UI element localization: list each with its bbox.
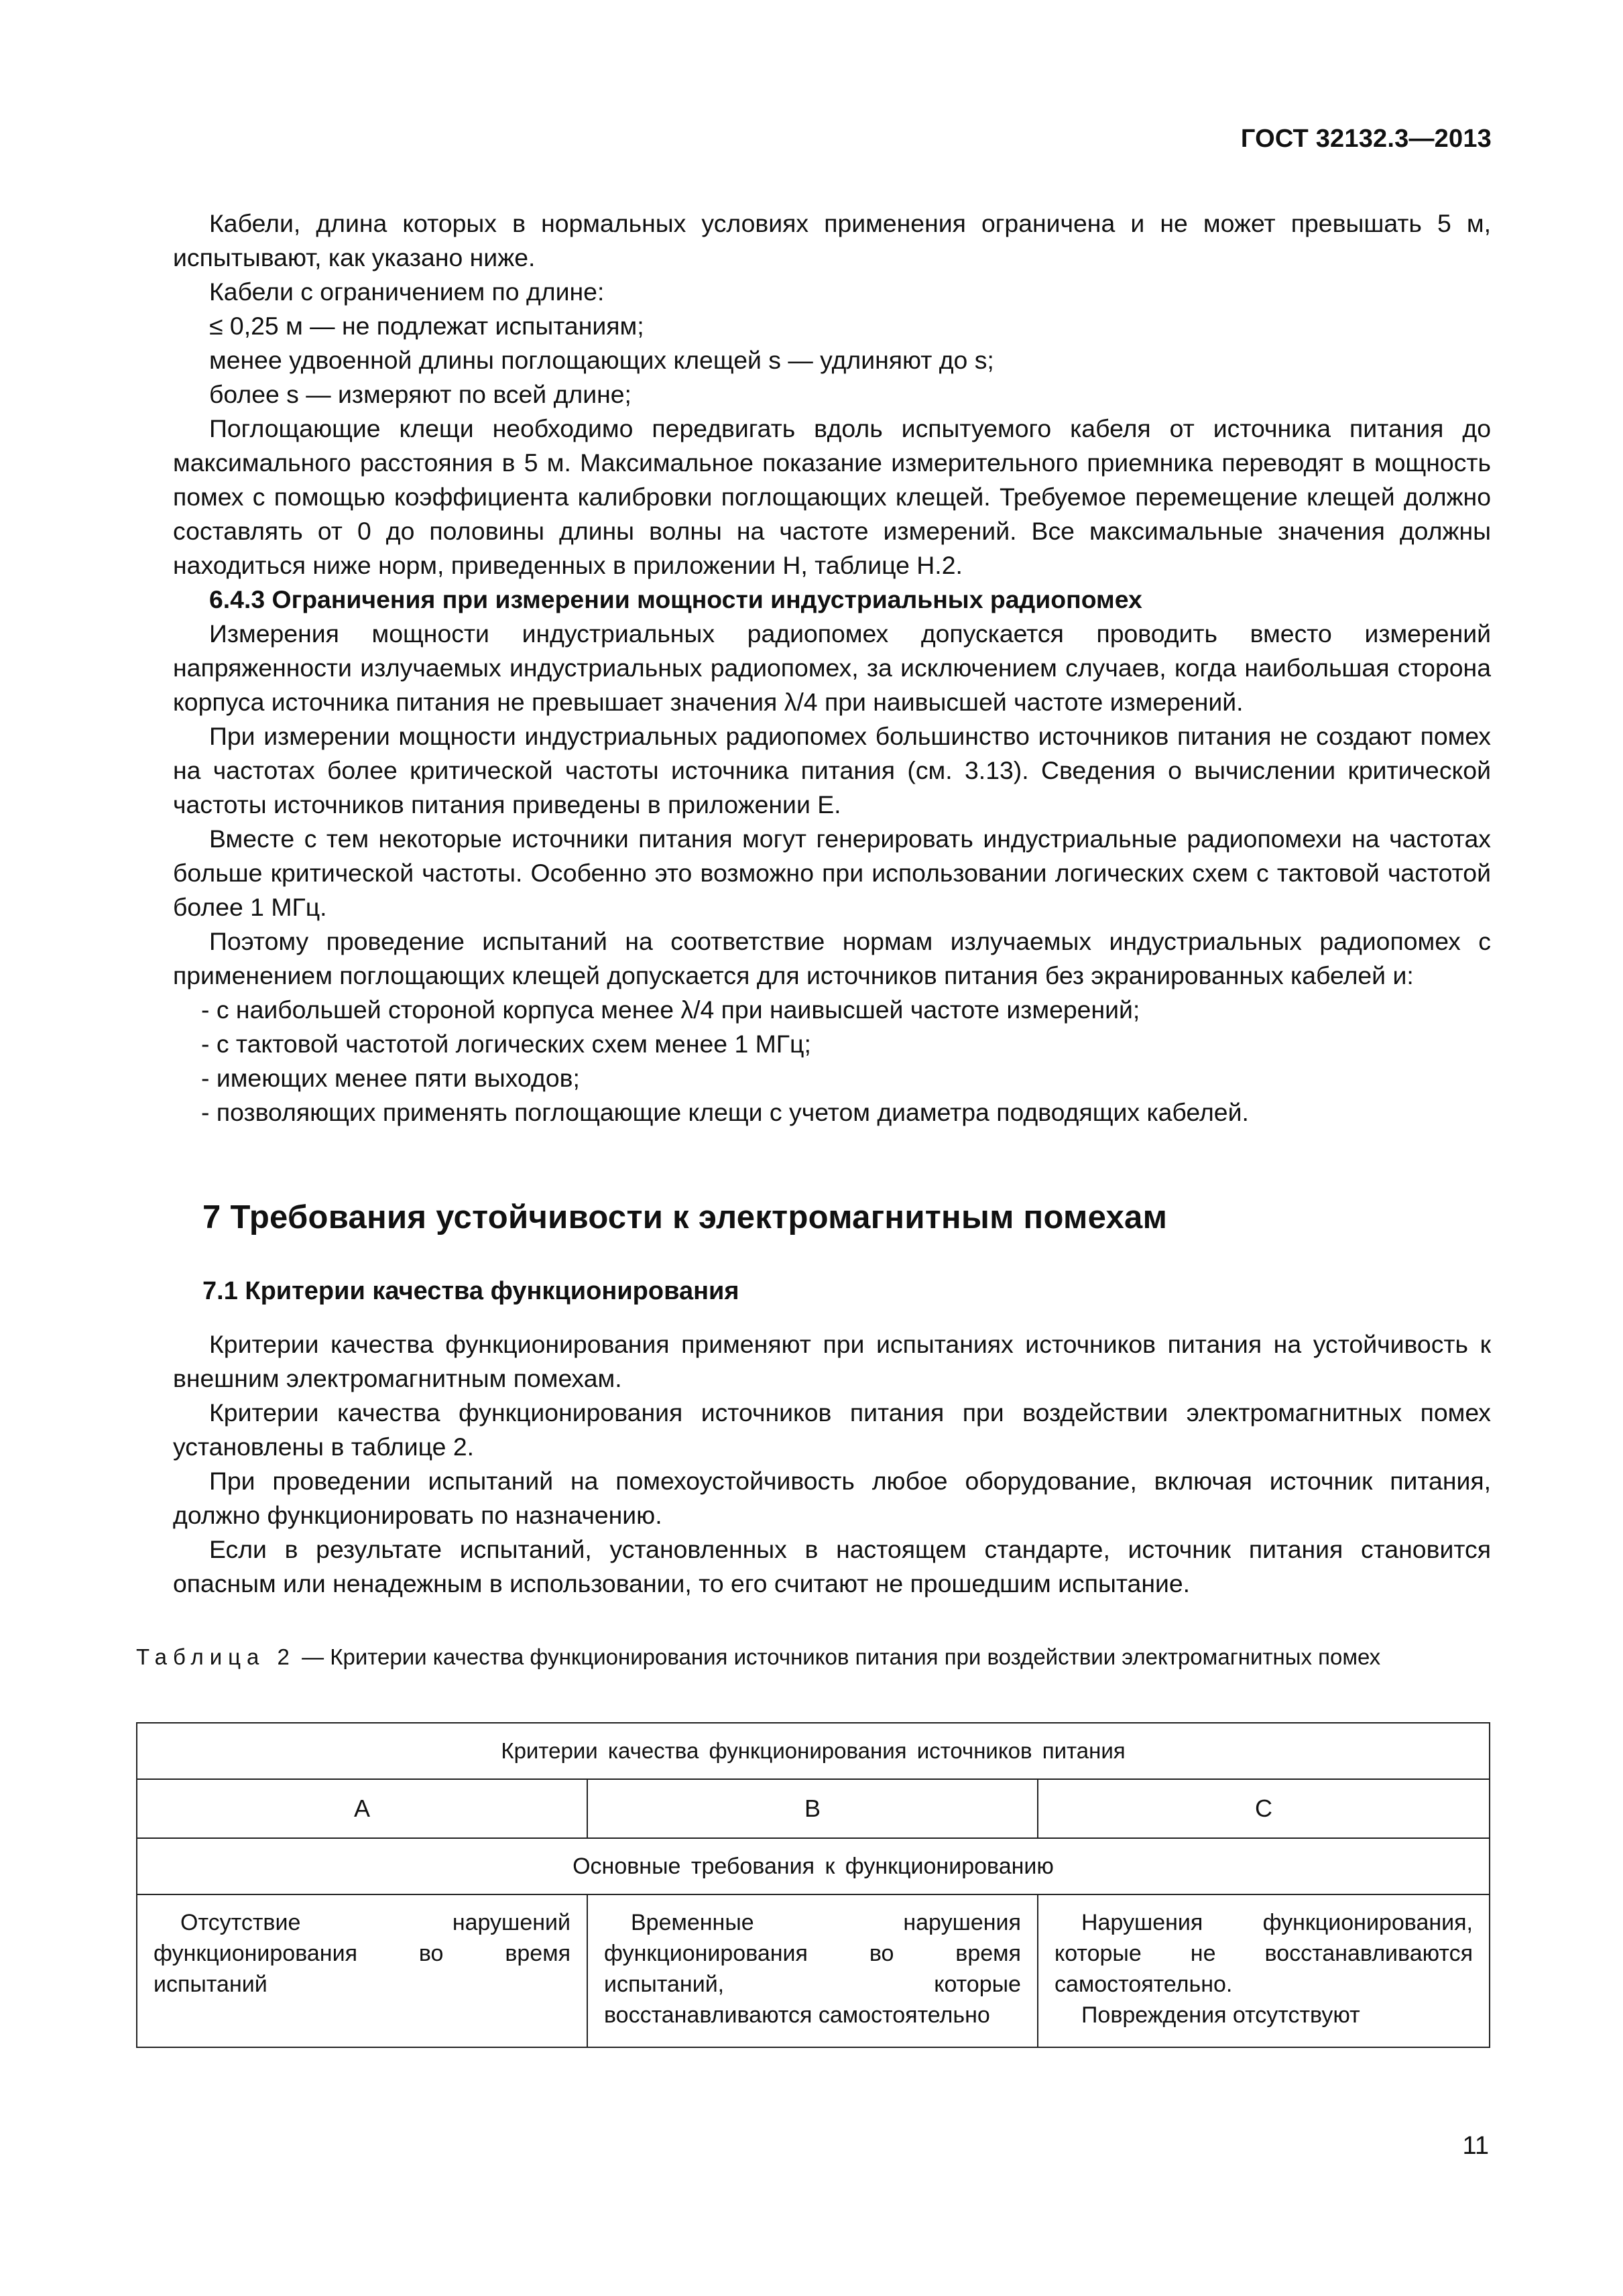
- body-part-1: [173, 206, 1491, 1130]
- list-item: - с наибольшей стороной корпуса менее λ/4 при наивысшей частоте измерений;: [201, 995, 1140, 1024]
- column-header-a: A: [137, 1779, 587, 1838]
- table-caption: [136, 1642, 1490, 1673]
- document-code: ГОСТ 32132.3—2013: [1240, 125, 1492, 153]
- table-cell-a: [137, 1894, 587, 2047]
- table-section-row: Основные требования к функционированию: [137, 1838, 1490, 1894]
- cell-text: Повреждения отсутствуют: [1081, 2002, 1360, 2028]
- paragraph: ≤ 0,25 м — не подлежат испытаниям;: [209, 312, 644, 340]
- paragraph: Если в результате испытаний, установленных в настоящем стандарте, источник питания становится опасным или ненадежным в использовании, то его считают не прошедшим испытание.: [173, 1535, 1491, 1597]
- paragraph: Поэтому проведение испытаний на соответствие нормам излучаемых индустриальных радиопомех с применением поглощающих клещей допускается для источников питания без экранированных кабелей и:: [173, 927, 1491, 989]
- paragraph: Критерии качества функционирования применяют при испытаниях источников питания на устойчивость к внешним электромагнитным помехам.: [173, 1330, 1491, 1392]
- column-header-b: B: [587, 1779, 1038, 1838]
- paragraph: Кабели, длина которых в нормальных условиях применения ограничена и не может превышать 5 м, испытывают, как указано ниже.: [173, 209, 1491, 271]
- page-number: 11: [1462, 2132, 1489, 2160]
- table-cell-b: [587, 1894, 1038, 2047]
- paragraph: Кабели с ограничением по длине:: [209, 278, 605, 306]
- paragraph: Критерии качества функционирования источников питания при воздействии электромагнитных помех установлены в таблице 2.: [173, 1398, 1491, 1461]
- table-cell-c: [1038, 1894, 1490, 2047]
- table-title-row: Критерии качества функционирования источников питания: [137, 1723, 1490, 1779]
- cell-text: Отсутствие нарушений функционирования во время испытаний: [154, 1910, 570, 1997]
- paragraph: При проведении испытаний на помехоустойчивость любое оборудование, включая источник питания, должно функционировать по назначению.: [173, 1467, 1491, 1529]
- list-item: - с тактовой частотой логических схем менее 1 МГц;: [201, 1030, 811, 1058]
- column-header-c: C: [1038, 1779, 1490, 1838]
- criteria-table: [136, 1722, 1490, 2048]
- paragraph: Поглощающие клещи необходимо передвигать вдоль испытуемого кабеля от источника питания до максимального расстояния в 5 м. Максимальное показание измерительного приемника переводят в мощность помех с помощью коэффициента калибровки поглощающих клещей. Требуемое перемещение клещей должно составлять от 0 до половины длины волны на частоте измерений. Все максимальные значения должны находиться ниже норм, приведенных в приложении Н, таблице Н.2.: [173, 414, 1491, 579]
- list-item: - имеющих менее пяти выходов;: [201, 1064, 580, 1092]
- section-heading-7: 7 Требования устойчивости к электромагнитным помехам: [202, 1199, 1168, 1235]
- cell-text: Нарушения функционирования, которые не восстанавливаются самостоятельно.: [1054, 1910, 1473, 1997]
- list-item: - позволяющих применять поглощающие клещи с учетом диаметра подводящих кабелей.: [201, 1098, 1249, 1126]
- subsection-heading-7-1: 7.1 Критерии качества функционирования: [202, 1277, 739, 1305]
- paragraph: Вместе с тем некоторые источники питания могут генерировать индустриальные радиопомехи на частотах больше критической частоты. Особенно это возможно при использовании логических схем с тактовой частотой более 1 МГц.: [173, 825, 1491, 921]
- body-part-2: [173, 1327, 1491, 1601]
- table-caption-text: — Критерии качества функционирования источников питания при воздействии электромагнитных помех: [295, 1644, 1381, 1669]
- section-heading-6-4-3: 6.4.3 Ограничения при измерении мощности индустриальных радиопомех: [209, 585, 1142, 613]
- paragraph: Измерения мощности индустриальных радиопомех допускается проводить вместо измерений напряженности излучаемых индустриальных радиопомех, за исключением случаев, когда наибольшая сторона корпуса источника питания не превышает значения λ/4 при наивысшей частоте измерений.: [173, 619, 1491, 716]
- cell-text: Временные нарушения функционирования во время испытаний, которые восстанавливаются самостоятельно: [603, 1910, 1021, 2028]
- paragraph: более s — измеряют по всей длине;: [209, 380, 632, 408]
- paragraph: менее удвоенной длины поглощающих клещей s — удлиняют до s;: [209, 346, 994, 374]
- table-caption-label: Таблица 2: [136, 1644, 296, 1669]
- paragraph: При измерении мощности индустриальных радиопомех большинство источников питания не создают помех на частотах более критической частоты источника питания (см. 3.13). Сведения о вычислении критической частоты источников питания приведены в приложении Е.: [173, 722, 1491, 819]
